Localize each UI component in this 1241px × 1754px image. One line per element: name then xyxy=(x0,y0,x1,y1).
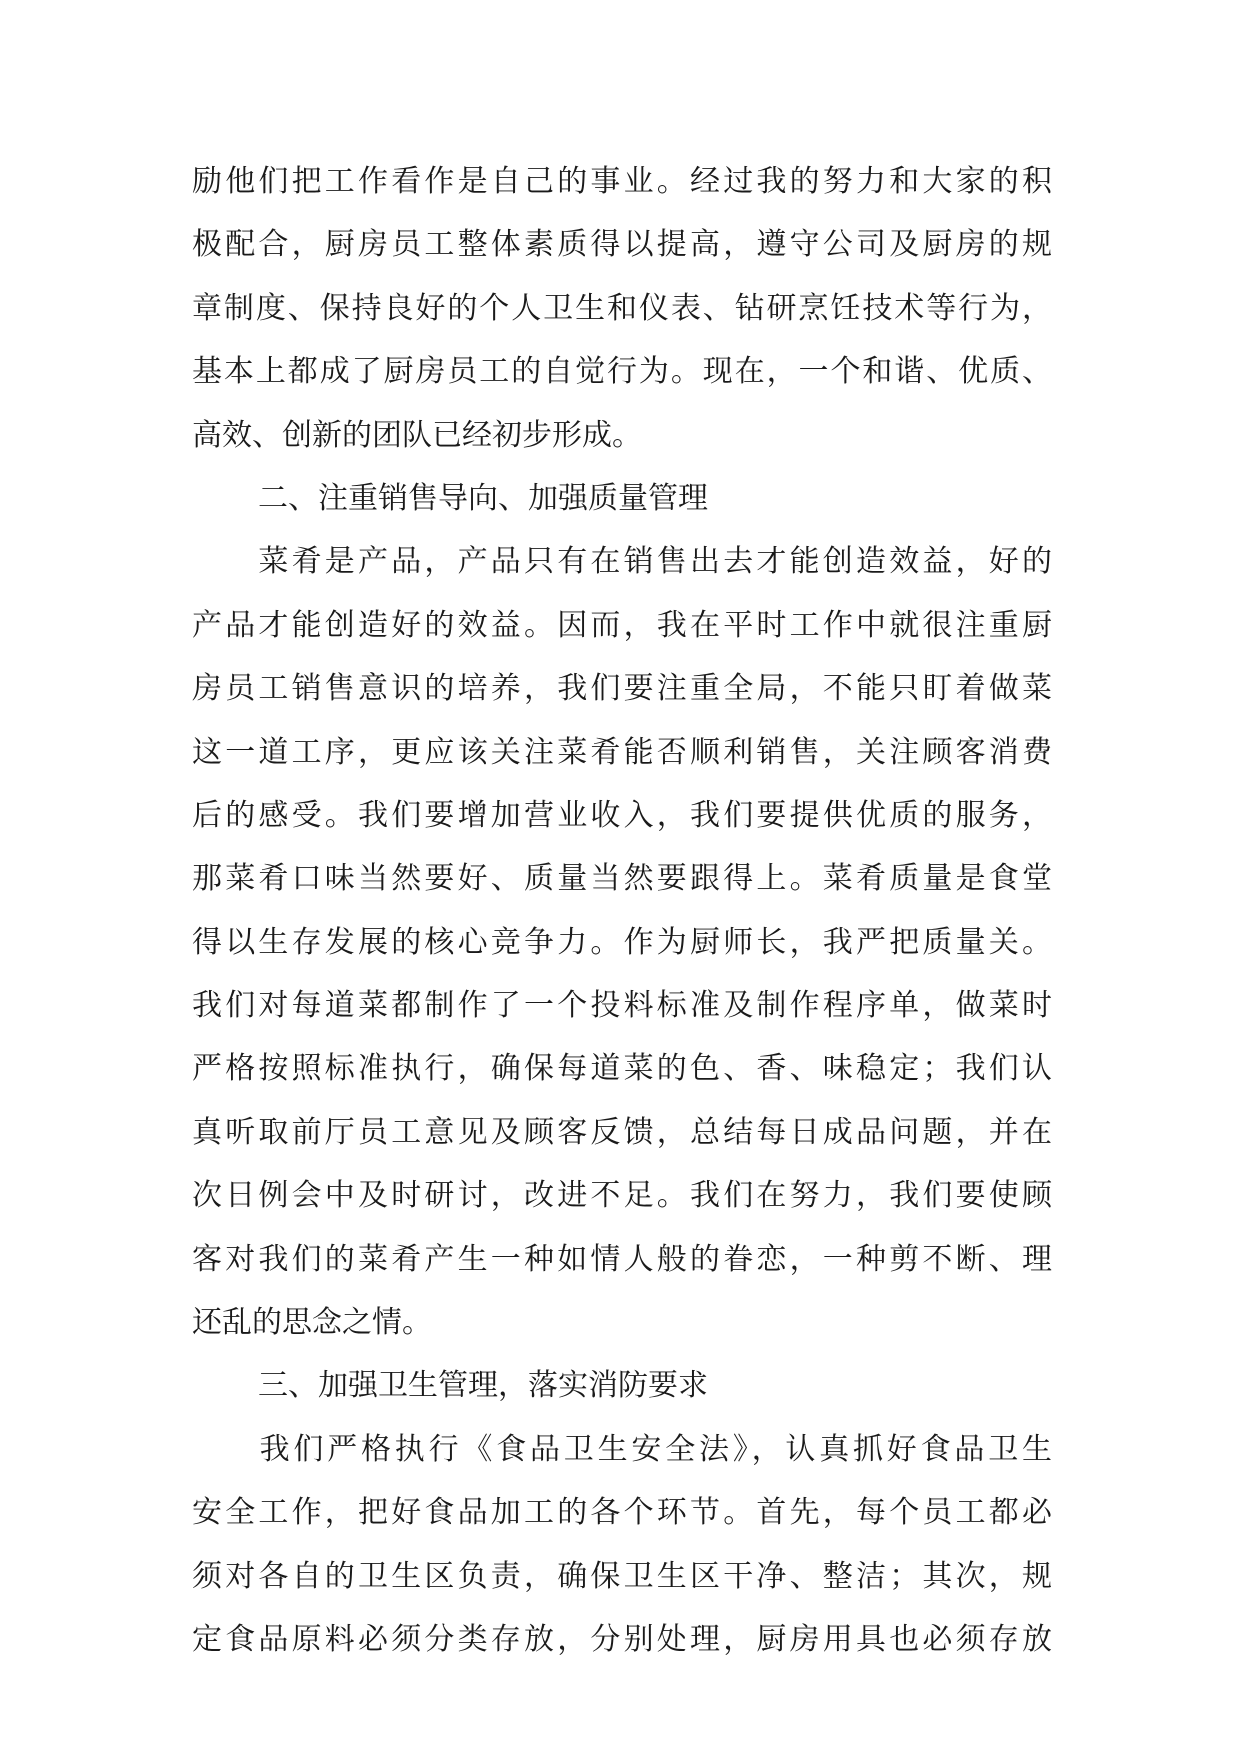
document-body xyxy=(192,150,1052,1671)
section-heading: 二、注重销售导向、加强质量管理 xyxy=(258,480,708,516)
text-line: 我们严格执行《食品卫生安全法》，认真抓好食品卫生 xyxy=(192,1431,1052,1467)
text-line: 高效、创新的团队已经初步形成。 xyxy=(192,417,642,453)
text-line: 得以生存发展的核心竞争力。作为厨师长，我严把质量关。 xyxy=(192,924,1052,960)
text-line: 真听取前厅员工意见及顾客反馈，总结每日成品问题，并在 xyxy=(192,1114,1052,1150)
text-line: 定食品原料必须分类存放，分别处理，厨房用具也必须存放 xyxy=(192,1621,1052,1657)
text-line: 这一道工序，更应该关注菜肴能否顺利销售，关注顾客消费 xyxy=(192,734,1052,770)
text-line: 次日例会中及时研讨，改进不足。我们在努力，我们要使顾 xyxy=(192,1178,1052,1214)
text-line: 房员工销售意识的培养，我们要注重全局，不能只盯着做菜 xyxy=(192,671,1052,707)
text-line: 章制度、保持良好的个人卫生和仪表、钻研烹饪技术等行为， xyxy=(192,290,1052,326)
text-line: 我们对每道菜都制作了一个投料标准及制作程序单，做菜时 xyxy=(192,988,1052,1024)
text-line: 极配合，厨房员工整体素质得以提高，遵守公司及厨房的规 xyxy=(192,227,1052,263)
text-line: 客对我们的菜肴产生一种如情人般的眷恋，一种剪不断、理 xyxy=(192,1241,1052,1277)
text-line: 产品才能创造好的效益。因而，我在平时工作中就很注重厨 xyxy=(192,607,1052,643)
text-line: 后的感受。我们要增加营业收入，我们要提供优质的服务， xyxy=(192,797,1052,833)
text-line: 安全工作，把好食品加工的各个环节。首先，每个员工都必 xyxy=(192,1495,1052,1531)
text-line: 菜肴是产品，产品只有在销售出去才能创造效益，好的 xyxy=(192,544,1052,580)
text-line: 那菜肴口味当然要好、质量当然要跟得上。菜肴质量是食堂 xyxy=(192,861,1052,897)
text-line: 须对各自的卫生区负责，确保卫生区干净、整洁；其次，规 xyxy=(192,1558,1052,1594)
text-line: 还乱的思念之情。 xyxy=(192,1305,432,1341)
text-line: 励他们把工作看作是自己的事业。经过我的努力和大家的积 xyxy=(192,164,1052,199)
text-line: 严格按照标准执行，确保每道菜的色、香、味稳定；我们认 xyxy=(192,1051,1052,1087)
section-heading: 三、加强卫生管理，落实消防要求 xyxy=(258,1368,708,1404)
text-line: 基本上都成了厨房员工的自觉行为。现在，一个和谐、优质、 xyxy=(192,354,1052,390)
